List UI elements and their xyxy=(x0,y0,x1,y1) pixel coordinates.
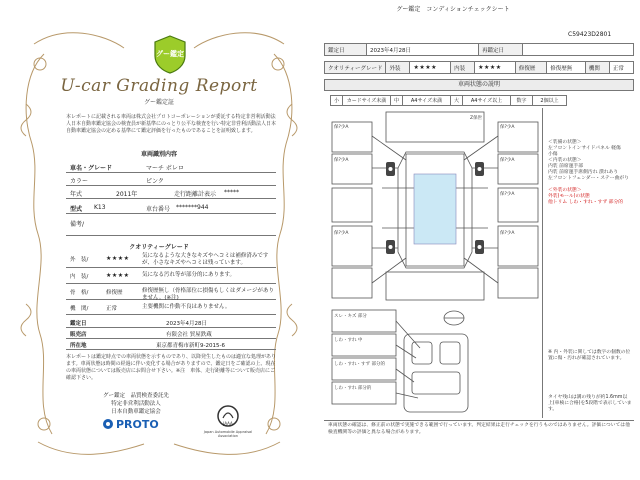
sheet-reappraisal-label: 再鑑定日 xyxy=(479,44,523,56)
note-line-2: 左フロントインサイドパネル 軽傷 xyxy=(548,146,621,151)
exterior-label: 外 装/ xyxy=(70,257,89,263)
address-label: 所在地 xyxy=(70,343,87,349)
dealer-label: 販売店 xyxy=(70,332,87,338)
address-value: 東京都青梅市新町9-2015-6 xyxy=(156,343,225,349)
exterior-stars: ★★★★ xyxy=(106,255,130,262)
goo-appraisal-badge xyxy=(150,34,190,74)
sheet-bottom-note: 車両状態の確認は、修正前の状態で実施できる範囲で行っています。判定結果は走行チェックを行うものではありません。評価については他検査機関等の評価と異なる場合があります。 xyxy=(324,420,634,442)
dealer-row xyxy=(66,328,276,339)
sheet-engine-value: 正常 xyxy=(609,62,633,74)
appraisal-date-label: 鑑定日 xyxy=(70,321,87,327)
note-line-3: 小傷 xyxy=(548,152,558,157)
exterior-grade-row xyxy=(66,251,276,268)
sheet-quality-label: クオリティーグレード xyxy=(325,62,386,74)
diagram-label-right-2: 保?少A xyxy=(500,158,515,163)
sheet-grade-table xyxy=(324,61,634,74)
diagram-label-bottom-3: しわ・すれ・すず 部分的 xyxy=(334,362,385,367)
sheet-reappraisal-value xyxy=(523,44,634,56)
explain-title: 車両状態の説明 xyxy=(324,79,634,91)
size-number-label: 数字 xyxy=(511,96,533,106)
vehicle-notes-row xyxy=(66,216,276,236)
diagram-label-bottom-1: スレ・キズ 部分 xyxy=(334,314,367,319)
sheet-interior-stars: ★★★★ xyxy=(475,62,516,74)
frame-value: 修復歴 xyxy=(106,290,123,296)
diagram-label-left-2: 保?少A xyxy=(334,158,349,163)
vehicle-chassis-label: 車台番号 xyxy=(146,206,171,213)
vehicle-section-title: 車両識別内容 xyxy=(140,151,177,158)
certificate-subtitle: グー鑑定証 xyxy=(143,99,174,106)
size-large-desc: A4サイズ以上 xyxy=(463,96,511,106)
vehicle-model-label: 型式 xyxy=(70,206,83,213)
vehicle-name-value: マーチ ボレロ xyxy=(146,165,184,172)
condition-notes xyxy=(548,140,629,182)
vehicle-model-value: K13 xyxy=(94,204,106,211)
diagram-label-bottom-2: しわ・すれ 中 xyxy=(334,338,363,343)
sheet-exterior-label: 外装 xyxy=(386,62,410,74)
engine-desc: 主要機関に作動不良はありません。 xyxy=(142,304,231,310)
size-medium-label: 中 xyxy=(391,96,403,106)
svg-text:グー鑑定: グー鑑定 xyxy=(156,50,184,58)
interior-desc: 気になる汚れ等が部分的にあります。 xyxy=(142,272,236,278)
sheet-repair-label: 修復歴 xyxy=(515,62,546,74)
sheet-number: C59423D2801 xyxy=(568,31,612,38)
interior-grade-row xyxy=(66,268,276,284)
dealer-value: 有限会社 貿屋鉄蔵 xyxy=(166,332,212,338)
vehicle-damage-diagram xyxy=(328,108,542,418)
size-medium-desc: A4サイズ未満 xyxy=(403,96,451,106)
engine-grade-row xyxy=(66,300,276,315)
vehicle-name-row xyxy=(66,160,276,173)
size-large-label: 大 xyxy=(451,96,463,106)
diagram-label-left-1: 保?少A xyxy=(334,125,349,130)
proto-logo xyxy=(102,417,172,431)
vehicle-year-value: 2011年 xyxy=(116,191,138,198)
note-red-line-2: 外装(モール)の状態 xyxy=(548,194,590,199)
quality-section-title: クオリティーグレード xyxy=(129,244,189,251)
sheet-date-value: 2023年4月28日 xyxy=(367,44,479,56)
svg-text:JAAA: JAAA xyxy=(223,421,233,426)
frame-label: 骨 格/ xyxy=(70,290,89,296)
note-red-line-1: ＜外装の状態＞ xyxy=(548,188,582,193)
note-line-5: 内装 前席運手部 xyxy=(548,164,584,169)
size-small-label: 小 xyxy=(331,96,343,106)
vehicle-odometer-value: ***** xyxy=(224,189,239,196)
frame-grade-row xyxy=(66,284,276,300)
vehicle-color-label: カラー xyxy=(70,178,89,185)
engine-value: 正常 xyxy=(106,306,118,312)
vehicle-year-label: 年式 xyxy=(70,191,83,198)
vehicle-name-label: 車名・グレード xyxy=(70,165,113,172)
note-line-4: ＜内装の状態＞ xyxy=(548,158,582,163)
interior-label: 内 装/ xyxy=(70,274,89,280)
certifier-line-3: 日本自動車鑑定協会 xyxy=(111,409,161,415)
vehicle-model-row xyxy=(66,201,276,214)
vehicle-color-value: ピンク xyxy=(146,178,164,185)
engine-label: 機 関/ xyxy=(70,306,89,312)
certificate-intro: 本レポートに記載される車両は株式会社プロトコーポレーションが委託する特定非営利活動法人日本自動車鑑定協会の検査員が新基準にのっとり公平な検査を行い特定非営利活動法人日本自動車鑑定協会の定める基準にて鑑定評価を行ったものであることを証明致します。 xyxy=(66,114,276,134)
diagram-label-left-3: 保?少A xyxy=(334,231,349,236)
size-small-desc: カードサイズ未満 xyxy=(343,96,391,106)
sheet-engine-label: 機関 xyxy=(585,62,609,74)
certificate-title: U-car Grading Report xyxy=(60,76,258,96)
diagram-label-right-1: 保?少A xyxy=(500,125,515,130)
vehicle-notes-label: 備考/ xyxy=(70,221,85,228)
jaaa-caption: Japan Automobile Appraisal Association xyxy=(203,430,253,438)
frame-desc: 修復歴無し（骨格部位に損傷もしくはダメージがありません。(※注) xyxy=(142,288,274,301)
side-note-lower: ※ 内・外装に関しては数字の個数の位置に傷・汚れが確認されています。 xyxy=(548,350,631,361)
vehicle-chassis-value: *******944 xyxy=(176,204,209,211)
appraisal-date-value: 2023年4月28日 xyxy=(166,321,207,327)
certifier-line-2: 特定非営利活動法人 xyxy=(111,401,161,407)
interior-stars: ★★★★ xyxy=(106,272,130,279)
grading-certificate xyxy=(4,4,314,470)
exterior-desc: 気になるような大きなキズやヘコミは補修済みですが、小さなキズやヘコミは残っています。 xyxy=(142,253,269,266)
condition-notes-red xyxy=(548,188,623,206)
sheet-repair-value: 修復歴無 xyxy=(547,62,586,74)
vehicle-year-row xyxy=(66,186,276,199)
jaaa-logo xyxy=(216,404,240,428)
sheet-interior-label: 内装 xyxy=(451,62,475,74)
diagram-label-right-3: 保?少A xyxy=(500,192,515,197)
note-line-6: 内装 前席運手席側汚れ 潰れあり xyxy=(548,170,619,175)
sheet-date-label: 鑑定日 xyxy=(325,44,367,56)
diagram-label-right-4: 保?少A xyxy=(500,231,515,236)
svg-text:PROTO: PROTO xyxy=(116,418,159,431)
vehicle-odometer-label: 走行距離計表示 xyxy=(174,191,217,198)
certifier-line-1: グー鑑定 品質検査委託先 xyxy=(102,393,169,399)
sheet-exterior-stars: ★★★★ xyxy=(410,62,451,74)
note-red-line-3: 他トリム しわ・すれ・すず 部分的 xyxy=(548,200,624,205)
appraisal-date-row xyxy=(66,317,276,328)
vehicle-color-row xyxy=(66,173,276,186)
note-line-7: 左フロントフェンダー・ステー曲がり xyxy=(548,176,629,181)
note-line-1: ＜装備の状態＞ xyxy=(548,140,582,145)
size-number-desc: 2個以上 xyxy=(533,96,567,106)
side-note-tire: タイヤ残山は溝の残りが約1.6mm以上(車検に合格)を5段階で表示しています。 xyxy=(548,395,632,412)
address-row xyxy=(66,339,276,350)
damage-size-legend xyxy=(330,95,567,106)
certifier-block xyxy=(86,392,186,416)
diagram-label-top-right: Z保世 xyxy=(470,116,483,121)
certificate-footnote: 本レポートは鑑定時点での車両状態を示すものであり、以降発生したものは適宜な処理があります。車両状態は時間の経過に伴い変化する場合がありますので、鑑定日をご確認の上、現在の車両状態については販売店にお問合せ下さい。※注 車体、走行距離等について販売店にご確認下さい。 xyxy=(66,354,277,381)
sheet-date-table xyxy=(324,43,634,56)
sheet-title: グー鑑定 コンディションチェックシート xyxy=(396,6,510,13)
diagram-label-bottom-4: しわ・すれ 部分的 xyxy=(334,386,372,391)
